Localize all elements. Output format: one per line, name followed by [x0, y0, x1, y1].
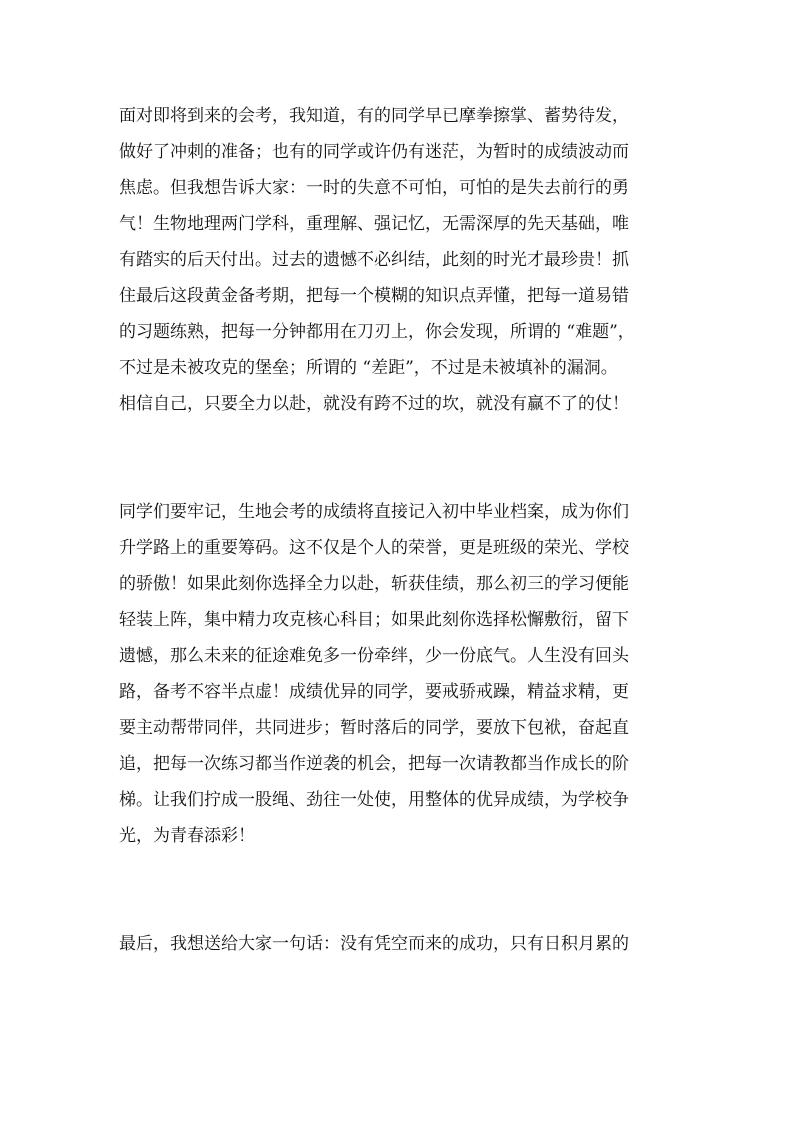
paragraph-line: 梯。让我们拧成一股绳、劲往一处使，用整体的优异成绩，为学校争 [119, 790, 629, 810]
paragraph-3 [119, 926, 679, 962]
paragraph-spacer [119, 854, 679, 926]
paragraph-line: 的习题练熟，把每一分钟都用在刀刃上，你会发现，所谓的 “难题”， [119, 322, 635, 342]
paragraph-line: 面对即将到来的会考，我知道，有的同学早已摩拳擦掌、蓄势待发， [119, 106, 629, 126]
paragraph-line: 相信自己，只要全力以赴，就没有跨不过的坎，就没有赢不了的仗！ [119, 394, 629, 414]
paragraph-line: 遗憾，那么未来的征途难免多一份牵绊，少一份底气。人生没有回头 [119, 646, 629, 666]
paragraph-line: 光，为青春添彩！ [119, 826, 255, 846]
paragraph-line: 路，备考不容半点虚！成绩优异的同学，要戒骄戒躁，精益求精，更 [119, 682, 629, 702]
document-body [119, 98, 679, 962]
paragraph-line: 焦虑。但我想告诉大家：一时的失意不可怕，可怕的是失去前行的勇 [119, 178, 629, 198]
paragraph-line: 住最后这段黄金备考期，把每一个模糊的知识点弄懂，把每一道易错 [119, 286, 629, 306]
paragraph-line: 的骄傲！如果此刻你选择全力以赴，斩获佳绩，那么初三的学习便能 [119, 574, 629, 594]
paragraph-line: 轻装上阵，集中精力攻克核心科目；如果此刻你选择松懈敷衍，留下 [119, 610, 629, 630]
paragraph-line: 要主动帮带同伴，共同进步；暂时落后的同学，要放下包袱，奋起直 [119, 718, 629, 738]
paragraph-line: 做好了冲刺的准备；也有的同学或许仍有迷茫，为暂时的成绩波动而 [119, 142, 629, 162]
paragraph-line: 气！生物地理两门学科，重理解、强记忆，无需深厚的先天基础，唯 [119, 214, 629, 234]
paragraph-spacer [119, 422, 679, 494]
paragraph-line: 同学们要牢记，生地会考的成绩将直接记入初中毕业档案，成为你们 [119, 502, 629, 522]
paragraph-1 [119, 98, 679, 422]
paragraph-line: 有踏实的后天付出。过去的遗憾不必纠结，此刻的时光才最珍贵！抓 [119, 250, 629, 270]
paragraph-line: 最后，我想送给大家一句话：没有凭空而来的成功，只有日积月累的 [119, 934, 629, 954]
paragraph-2 [119, 494, 679, 854]
paragraph-line: 追，把每一次练习都当作逆袭的机会，把每一次请教都当作成长的阶 [119, 754, 629, 774]
paragraph-line: 不过是未被攻克的堡垒；所谓的 “差距”，不过是未被填补的漏洞。 [119, 358, 618, 378]
paragraph-line: 升学路上的重要筹码。这不仅是个人的荣誉，更是班级的荣光、学校 [119, 538, 629, 558]
